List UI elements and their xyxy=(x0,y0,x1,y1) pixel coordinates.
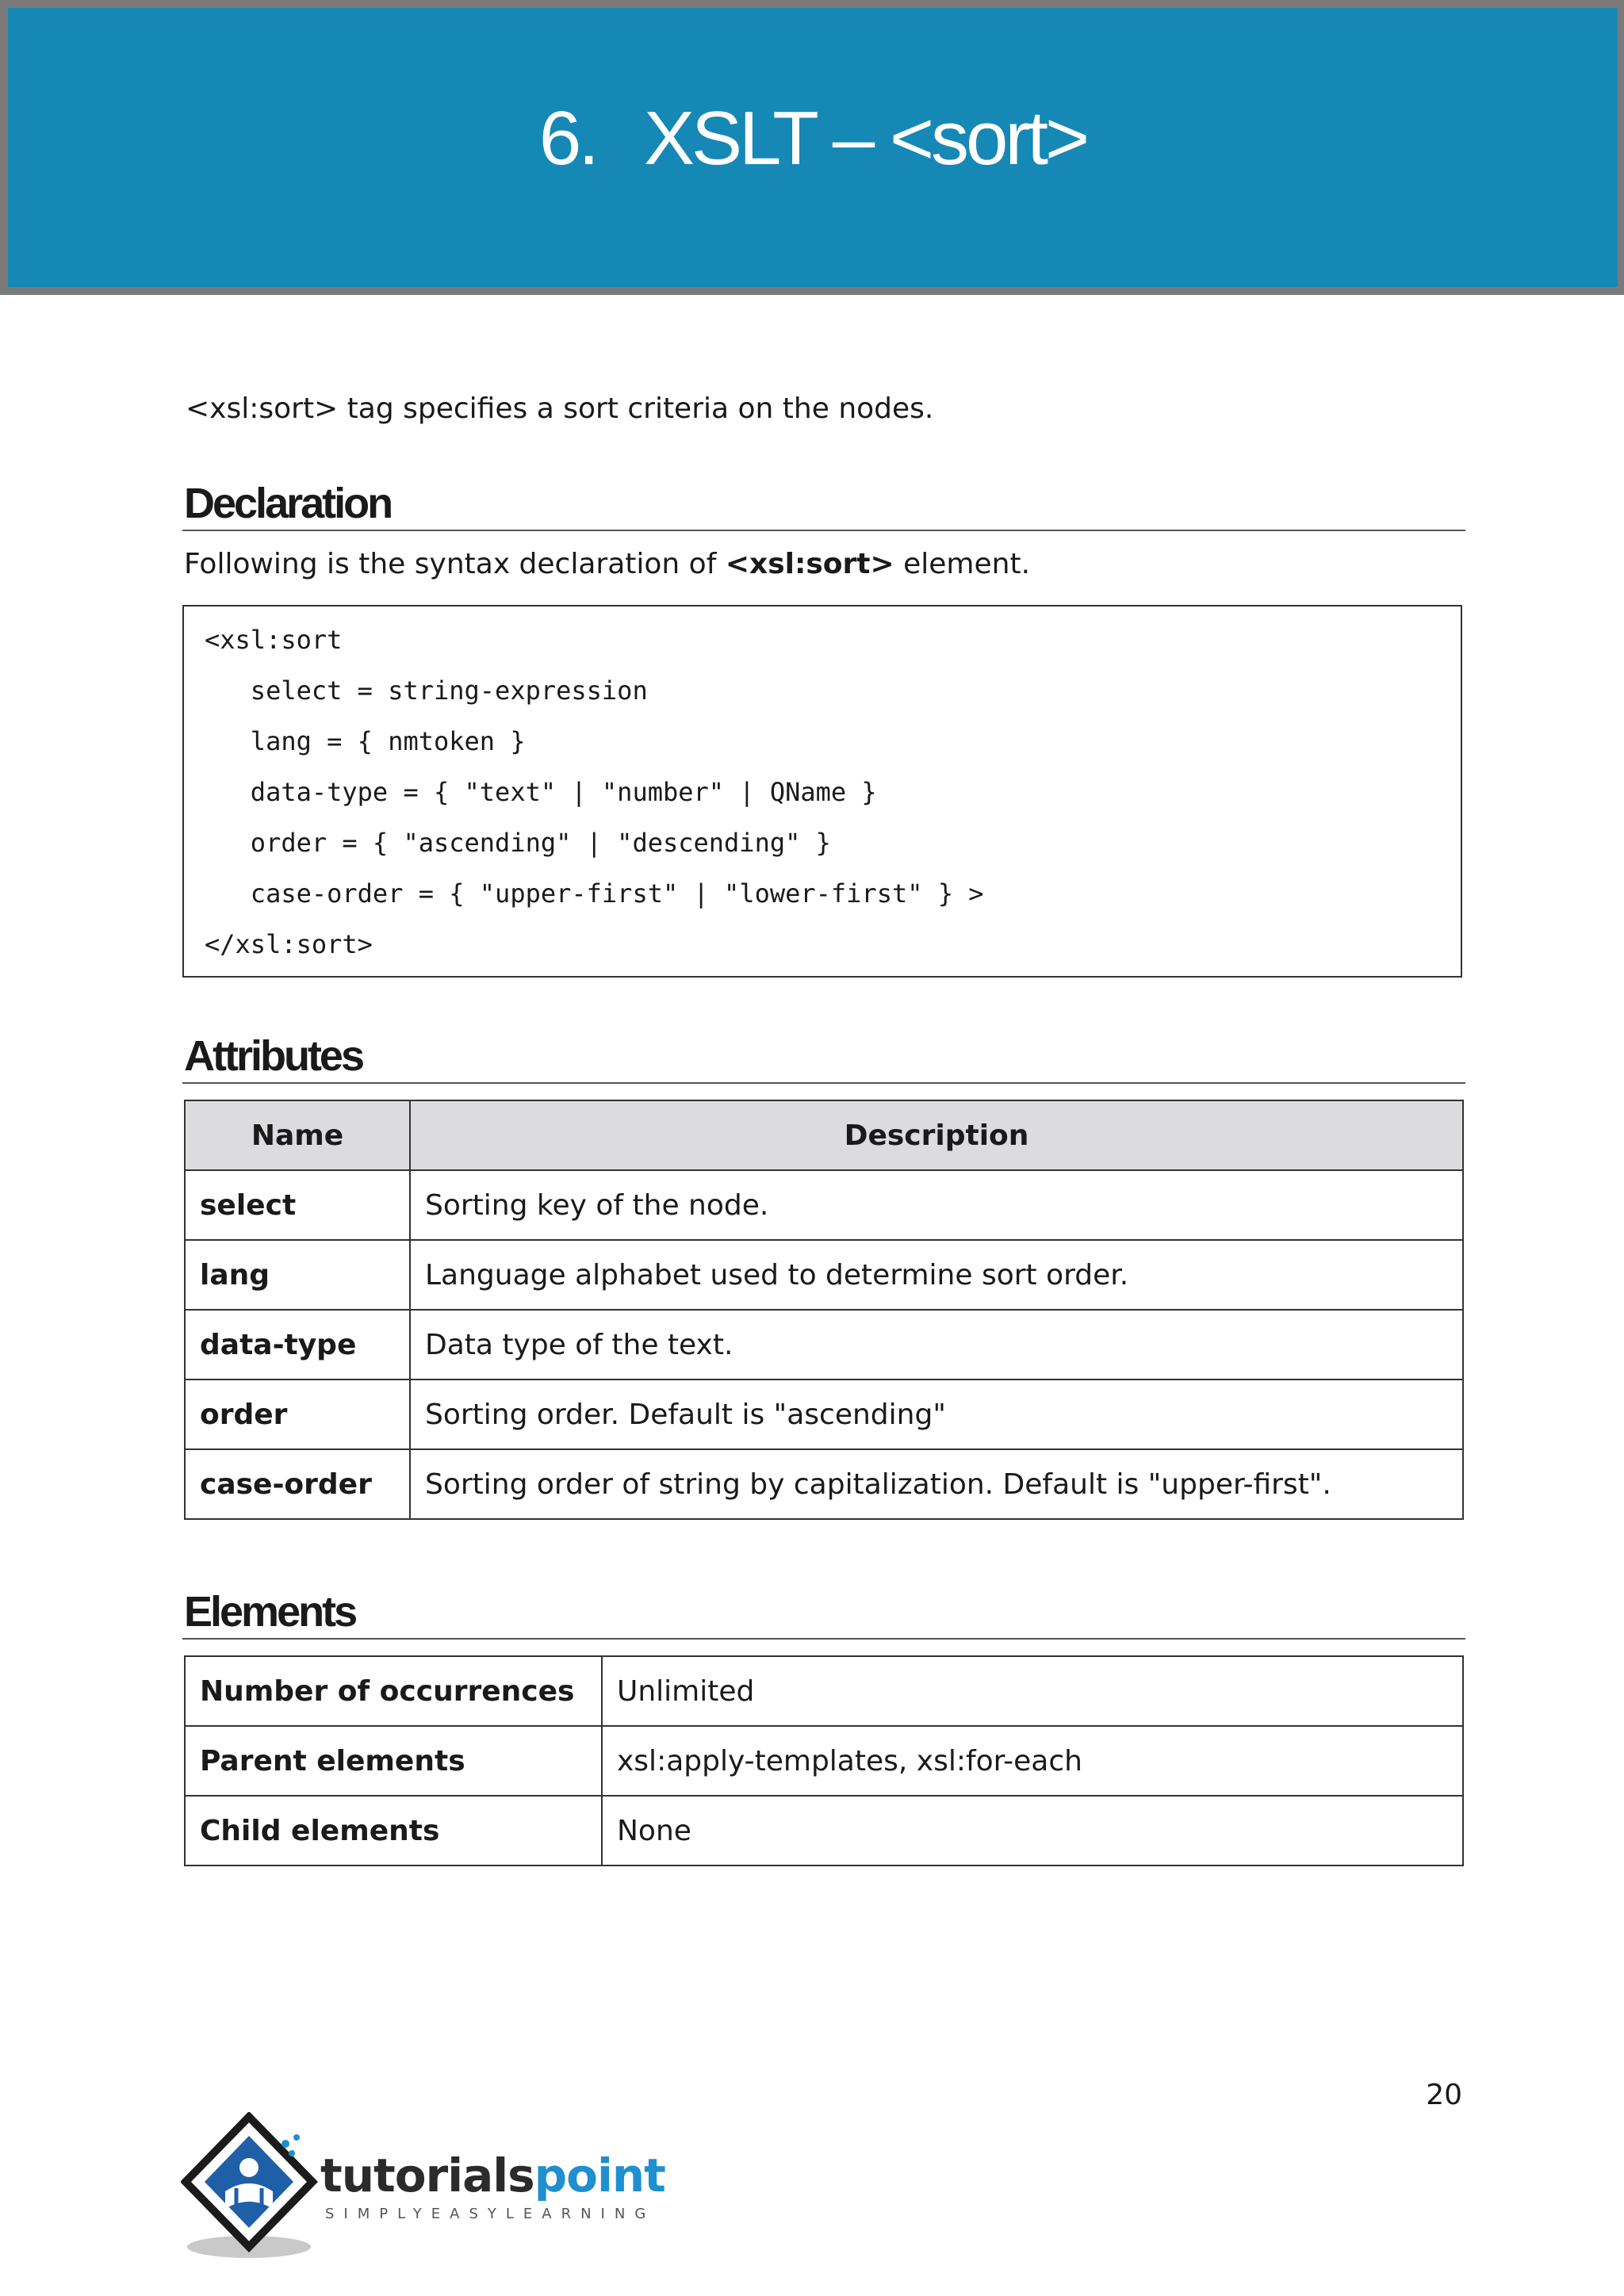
element-key: Parent elements xyxy=(185,1726,602,1796)
table-header-row xyxy=(185,1100,1463,1170)
code-line: select = string-expression xyxy=(205,675,648,706)
declaration-heading: Declaration xyxy=(184,480,392,527)
attribute-description: Data type of the text. xyxy=(410,1310,1463,1380)
column-header-description: Description xyxy=(410,1100,1463,1170)
chapter-number: 6. xyxy=(538,96,596,181)
code-block xyxy=(182,605,1462,978)
logo-diamond-icon xyxy=(181,2112,324,2271)
logo-word-blue: point xyxy=(534,2149,665,2202)
attribute-name: lang xyxy=(185,1240,410,1310)
code-line: case-order = { "upper-first" | "lower-first" } > xyxy=(205,878,984,909)
attribute-name: case-order xyxy=(185,1449,410,1519)
code-line: data-type = { "text" | "number" | QName } xyxy=(205,777,877,807)
chapter-title xyxy=(8,91,1618,186)
attribute-description: Sorting order. Default is "ascending" xyxy=(410,1380,1463,1449)
declaration-text-before: Following is the syntax declaration of xyxy=(184,548,726,580)
table-row xyxy=(185,1310,1463,1380)
logo-tagline: SIMPLYEASYLEARNING xyxy=(325,2206,656,2222)
table-row xyxy=(185,1170,1463,1240)
column-header-name: Name xyxy=(185,1100,410,1170)
table-row xyxy=(185,1380,1463,1449)
logo-word-dark: tutorials xyxy=(320,2149,534,2202)
code-line: </xsl:sort> xyxy=(205,929,373,959)
page-number: 20 xyxy=(1426,2079,1462,2111)
attributes-heading: Attributes xyxy=(184,1032,362,1080)
table-row xyxy=(185,1726,1463,1796)
code-line: lang = { nmtoken } xyxy=(205,726,526,756)
element-value: None xyxy=(602,1796,1463,1866)
attributes-table xyxy=(184,1100,1464,1520)
code-line: order = { "ascending" | "descending" } xyxy=(205,828,831,858)
elements-rule xyxy=(182,1638,1465,1640)
tutorialspoint-logo xyxy=(181,2112,688,2271)
logo-wordmark xyxy=(320,2150,665,2201)
elements-table xyxy=(184,1655,1464,1866)
attribute-name: order xyxy=(185,1380,410,1449)
attribute-description: Sorting key of the node. xyxy=(410,1170,1463,1240)
declaration-text-bold: <xsl:sort> xyxy=(725,548,894,580)
attribute-name: select xyxy=(185,1170,410,1240)
table-row xyxy=(185,1656,1463,1726)
element-value: Unlimited xyxy=(602,1656,1463,1726)
element-value: xsl:apply-templates, xsl:for-each xyxy=(602,1726,1463,1796)
chapter-title-text: XSLT – <sort> xyxy=(643,96,1087,181)
declaration-text xyxy=(184,545,1030,584)
elements-heading: Elements xyxy=(184,1588,356,1636)
table-row xyxy=(185,1240,1463,1310)
element-key: Child elements xyxy=(185,1796,602,1866)
declaration-rule xyxy=(182,530,1465,531)
attribute-description: Sorting order of string by capitalization. Default is "upper-first". xyxy=(410,1449,1463,1519)
declaration-text-after: element. xyxy=(894,548,1031,580)
intro-paragraph: <xsl:sort> tag specifies a sort criteria on the nodes. xyxy=(186,392,934,425)
code-line: <xsl:sort xyxy=(205,625,343,655)
element-key: Number of occurrences xyxy=(185,1656,602,1726)
chapter-header xyxy=(8,8,1618,287)
chapter-header-border xyxy=(0,0,1624,295)
table-row xyxy=(185,1796,1463,1866)
attribute-description: Language alphabet used to determine sort order. xyxy=(410,1240,1463,1310)
table-row xyxy=(185,1449,1463,1519)
attribute-name: data-type xyxy=(185,1310,410,1380)
attributes-rule xyxy=(182,1082,1465,1084)
